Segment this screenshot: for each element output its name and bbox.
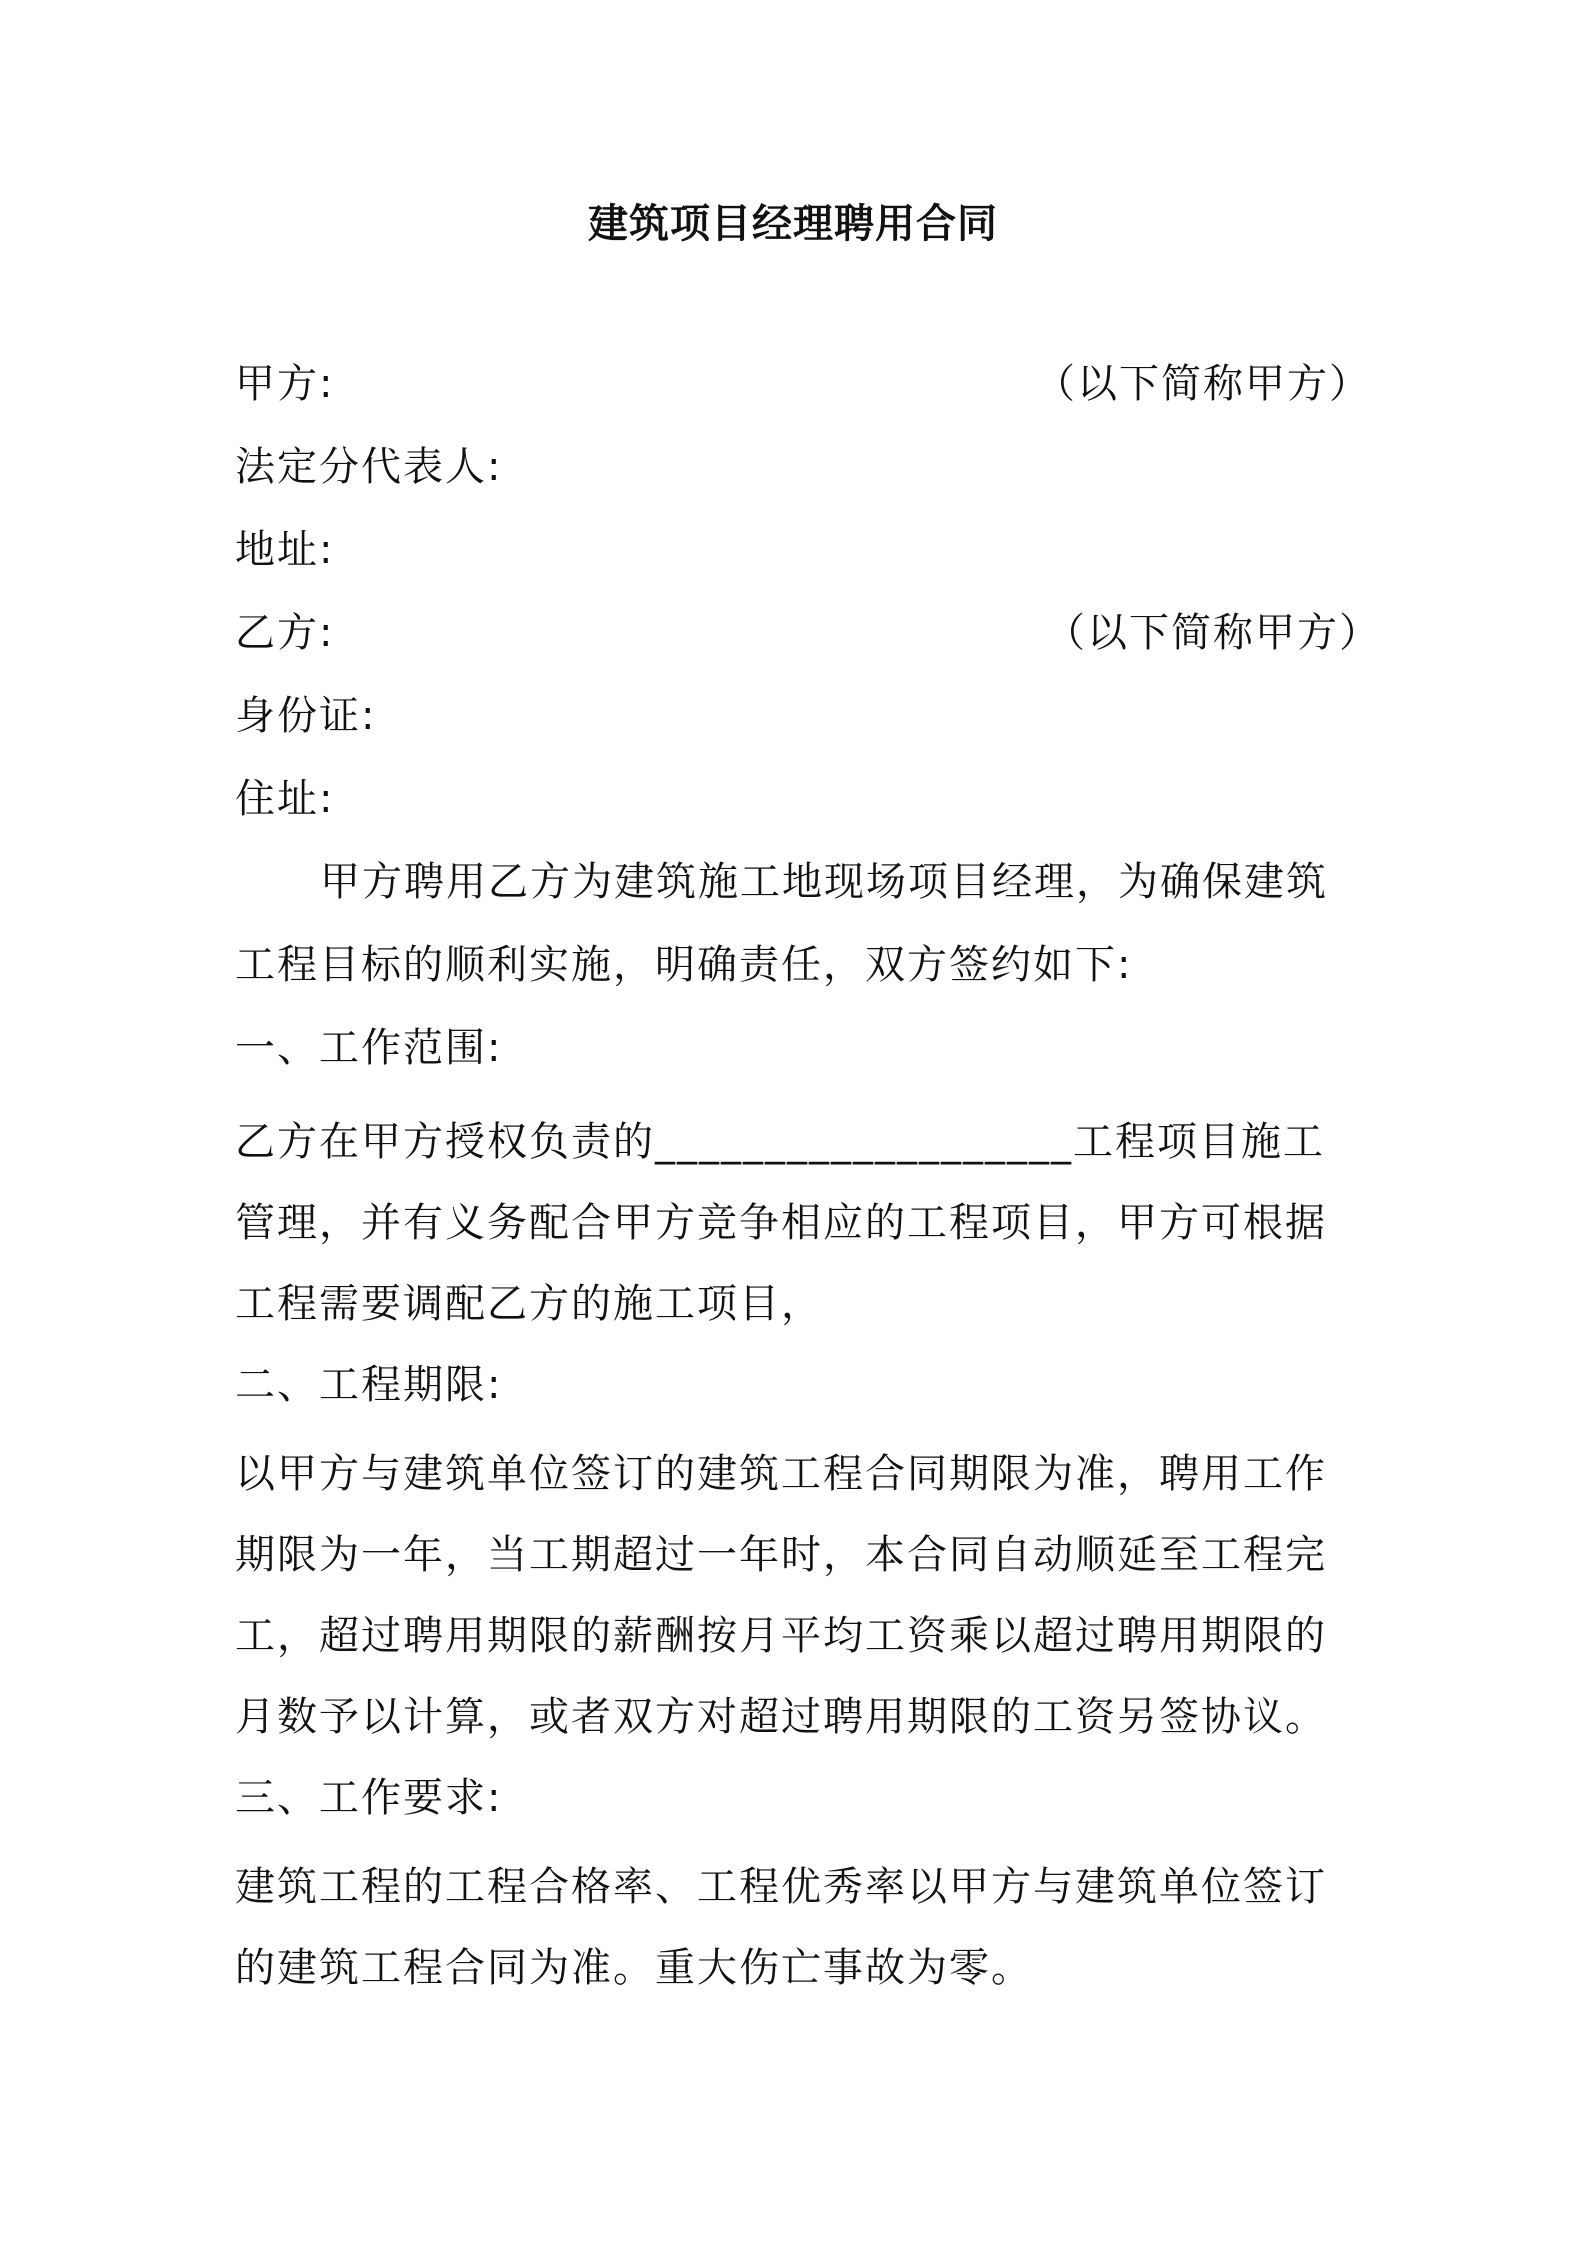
party-b-note: （以下简称甲方） [1045, 610, 1381, 656]
intro-line-1: 甲方聘用乙方为建筑施工地现场项目经理，为确保建筑 [320, 859, 1328, 905]
section-1-heading: 一、工作范围: [235, 1025, 503, 1071]
section-3-line-1: 建筑工程的工程合格率、工程优秀率以甲方与建筑单位签订 [235, 1864, 1327, 1910]
section-3-line-2: 的建筑工程合同为准。重大伤亡事故为零。 [235, 1945, 1033, 1991]
section-1-line-2: 管理，并有义务配合甲方竞争相应的工程项目，甲方可根据 [235, 1200, 1327, 1246]
party-b-label: 乙方: [235, 610, 335, 656]
address-a-label: 地址: [235, 527, 335, 573]
party-a-note: （以下简称甲方） [1035, 361, 1371, 407]
section-2-line-3: 工，超过聘用期限的薪酬按月平均工资乘以超过聘用期限的 [235, 1613, 1327, 1659]
section-2-line-4: 月数予以计算，或者双方对超过聘用期限的工资另签协议。 [235, 1694, 1327, 1740]
section-2-line-2: 期限为一年，当工期超过一年时，本合同自动顺延至工程完 [235, 1532, 1327, 1578]
address-b-label: 住址: [235, 776, 335, 822]
party-a-label: 甲方: [235, 361, 335, 407]
section-2-heading: 二、工程期限: [235, 1362, 503, 1408]
section-1-line-3: 工程需要调配乙方的施工项目， [235, 1281, 823, 1327]
section-3-heading: 三、工作要求: [235, 1775, 503, 1821]
intro-line-2: 工程目标的顺利实施，明确责任，双方签约如下: [235, 942, 1133, 988]
contract-title: 建筑项目经理聘用合同 [588, 201, 998, 247]
id-card-label: 身份证: [235, 693, 377, 739]
section-1-line-1: 乙方在甲方授权负责的___________________工程项目施工 [235, 1119, 1325, 1165]
legal-rep-label: 法定分代表人: [235, 444, 503, 490]
section-2-line-1: 以甲方与建筑单位签订的建筑工程合同期限为准，聘用工作 [235, 1451, 1327, 1497]
